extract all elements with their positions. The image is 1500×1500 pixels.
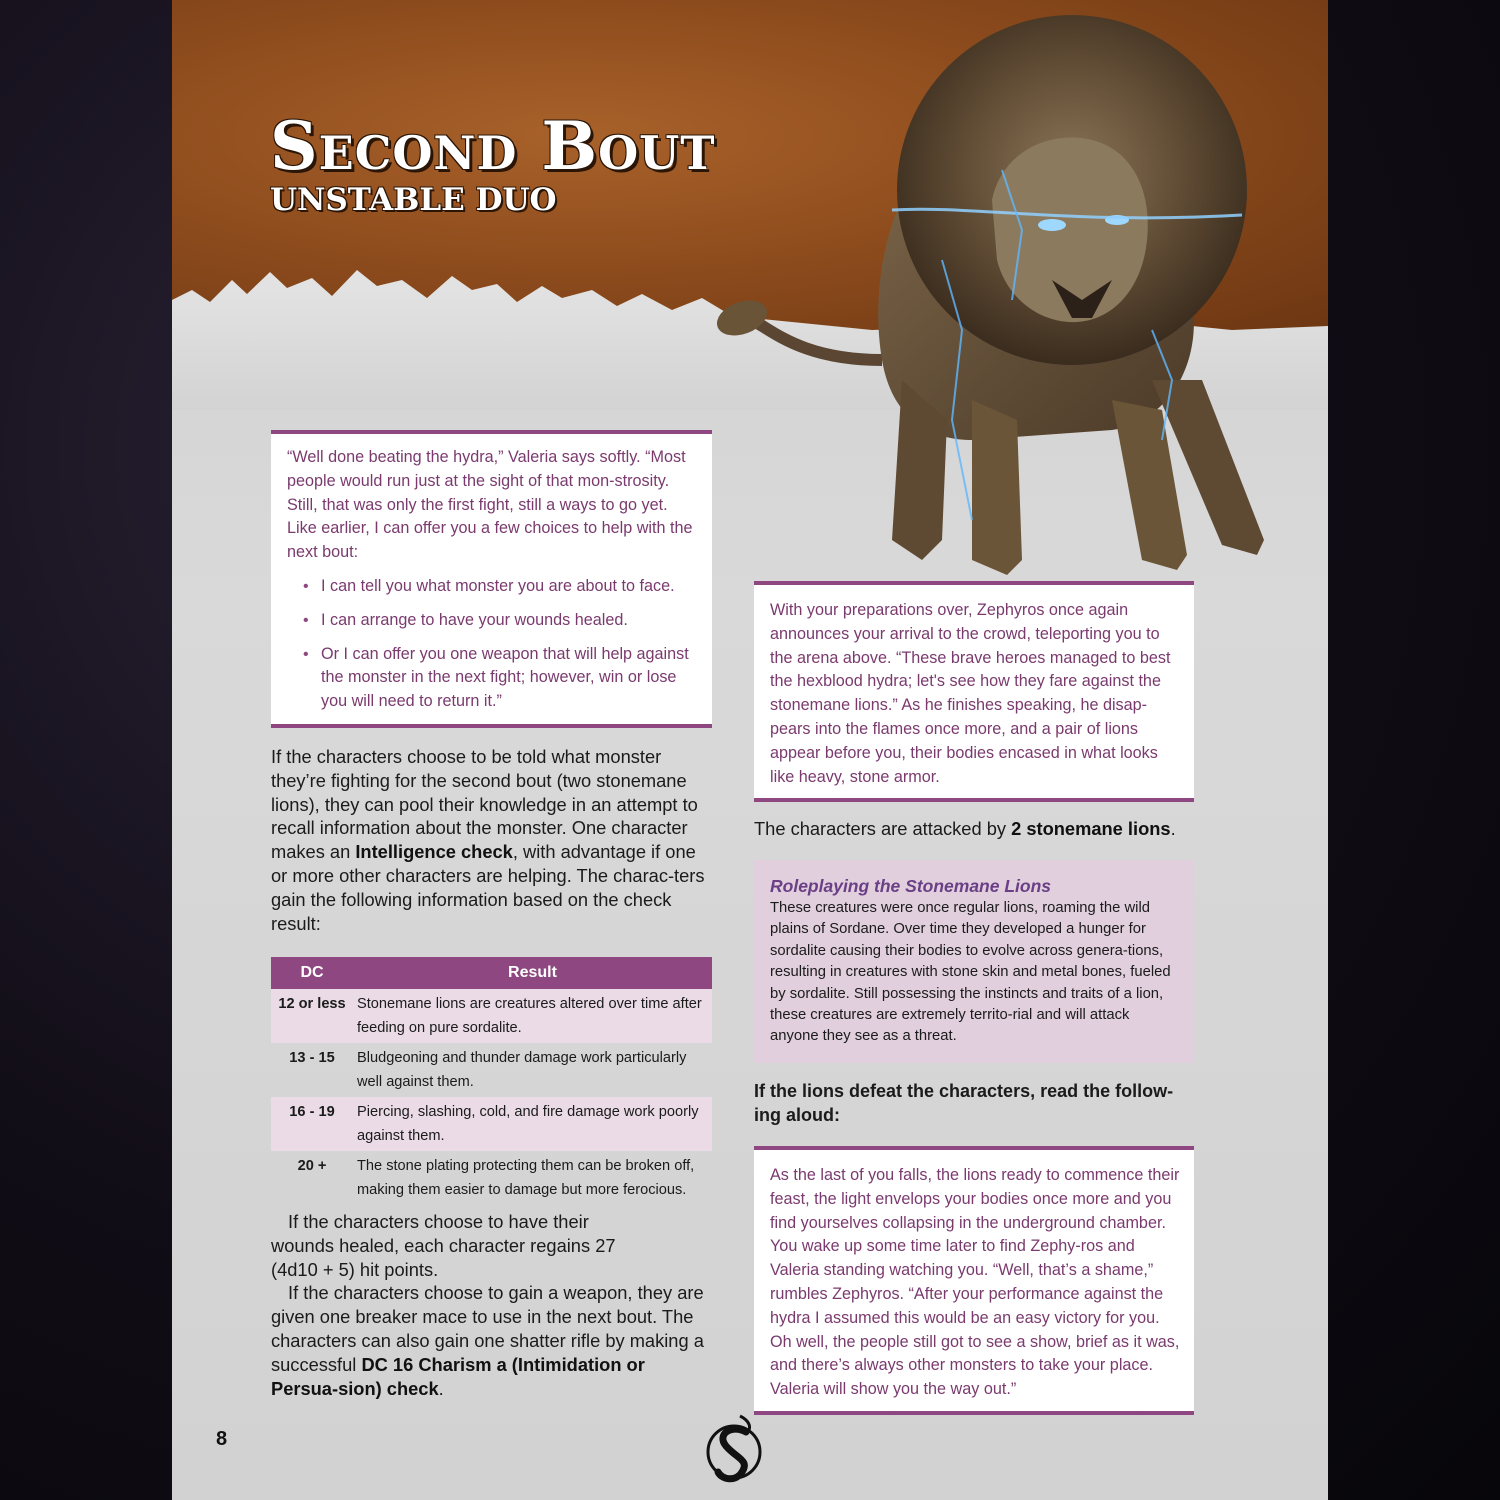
intro-bullet (287, 643, 698, 714)
roleplaying-sidebar (754, 860, 1194, 1063)
table-row (271, 1097, 712, 1151)
defeat-paragraph: As the last of you falls, the lions ready to commence their feast, the light envelops your bodies once more and you find yourselves collapsing in the underground chamber. You wake up some time later to find Zephy-ros and Valeria standing watching you. “Well, that’s a shame,” rumbles Zephyros. “After your performance against the hydra I assumed this would be an easy victory for you. Oh well, the people still got to see a show, brief as it was, and there’s always other monsters to take your place. Valeria will show you the way out.” (770, 1166, 1180, 1399)
bullet-text: I can tell you what monster you are about to face. (321, 576, 675, 595)
dc-table (271, 957, 712, 1205)
stonemane-lions-term: 2 stonemane lions (1011, 818, 1171, 839)
result-text: Stonemane lions are creatures altered over time after feeding on pure sordalite. (353, 989, 712, 1043)
intelligence-check-term: Intelligence check (355, 841, 513, 863)
result-column-header: Result (353, 957, 712, 989)
attack-line (754, 817, 1194, 841)
table-row (271, 1151, 712, 1205)
title-main: Second Bout (270, 107, 716, 185)
intro-bullet (287, 575, 698, 599)
defeat-readaloud-box (754, 1146, 1194, 1415)
page-number: 8 (216, 1428, 228, 1450)
dc-value: 20 + (297, 1158, 327, 1174)
result-text: The stone plating protecting them can be broken off, making them easier to damage but more ferocious. (357, 1158, 695, 1198)
bullet-icon: • (303, 645, 309, 663)
result-text: Piercing, slashing, cold, and fire damage work poorly against them. (353, 1097, 712, 1151)
attack-text-end: . (1170, 818, 1176, 839)
result-text: Bludgeoning and thunder damage work particularly well against them. (357, 1050, 687, 1090)
page-title (270, 108, 716, 218)
arena-paragraph: With your preparations over, Zephyros once again announces your arrival to the crowd, teleporting you to the arena above. “These brave heroes managed to best the hexblood hydra; let's see how they fare against the stonemane lions.” As he finishes speaking, he disap-pears into the flames once more, and a pair of lions appear before you, their bodies encased in what looks like heavy, stone armor. (770, 601, 1171, 786)
document-page (172, 0, 1328, 1500)
intro-paragraph: “Well done beating the hydra,” Valeria says softly. “Most people would run just at the sight of that mon-strosity. Still, that was only the first fight, still a ways to go yet. Like earlier, I can offer you a few choices to help with the next bout: (287, 448, 693, 562)
table-row (271, 989, 712, 1043)
dc-value: 13 - 15 (289, 1050, 335, 1066)
sidebar-text: These creatures were once regular lions, roaming the wild plains of Sordane. Over time they developed a hunger for sordalite causing their bodies to evolve across genera-tions, resulting in creatures with stone skin and metal bones, fueled by sordalite. Still possessing the instincts and traits of a lion, these creatures are extremely territo-rial and will attack anyone they see as a threat. (770, 900, 1171, 1045)
bullet-text: I can arrange to have your wounds healed. (321, 610, 628, 629)
weapon-text-end: . (438, 1377, 444, 1399)
weapon-paragraph (271, 1281, 712, 1400)
dc-value: 16 - 19 (271, 1097, 353, 1151)
knowledge-text-end: , with advantage if one or more other characters are helping. The charac-ters gain the following information based on the check result: (271, 841, 705, 934)
title-subtitle: UNSTABLE DUO (270, 182, 557, 218)
weapon-text-start: If the characters choose to gain a weapon, they are given one breaker mace to use in the next bout. The characters can also gain one shatter rifle by making a successful (271, 1282, 704, 1375)
table-row (271, 1043, 712, 1097)
sidebar-title: Roleplaying the Stonemane Lions (770, 876, 1052, 896)
bullet-text: Or I can offer you one weapon that will help against the monster in the next fight; however, win or lose you will need to return it.” (321, 644, 689, 711)
defeat-heading: If the lions defeat the characters, read the follow-ing aloud: (754, 1081, 1174, 1125)
intro-bullet-list (287, 575, 698, 714)
knowledge-text-start: If the characters choose to be told what monster they’re fighting for the second bout (two stonemane lions), they can pool their knowledge in an attempt to recall information about the monster. One character makes an (271, 746, 698, 863)
healing-weapon-paragraphs (271, 1210, 712, 1400)
dc-value: 12 or less (271, 989, 353, 1043)
knowledge-paragraph (271, 745, 712, 935)
bullet-icon: • (303, 611, 309, 629)
dc-column-header: DC (271, 957, 353, 989)
bullet-icon: • (303, 577, 309, 595)
intro-readaloud-box (271, 430, 712, 728)
healing-paragraph: If the characters choose to have their wounds healed, each character regains 27 (4d10 + 5) hit points. (271, 1211, 616, 1280)
attack-text-start: The characters are attacked by (754, 818, 1012, 839)
intro-bullet (287, 609, 698, 633)
charisma-check-term: DC 16 Charism a (Intimidation or Persua-sion) check (271, 1353, 645, 1399)
arena-readaloud-box (754, 581, 1194, 802)
publisher-s-logo (702, 1410, 766, 1490)
